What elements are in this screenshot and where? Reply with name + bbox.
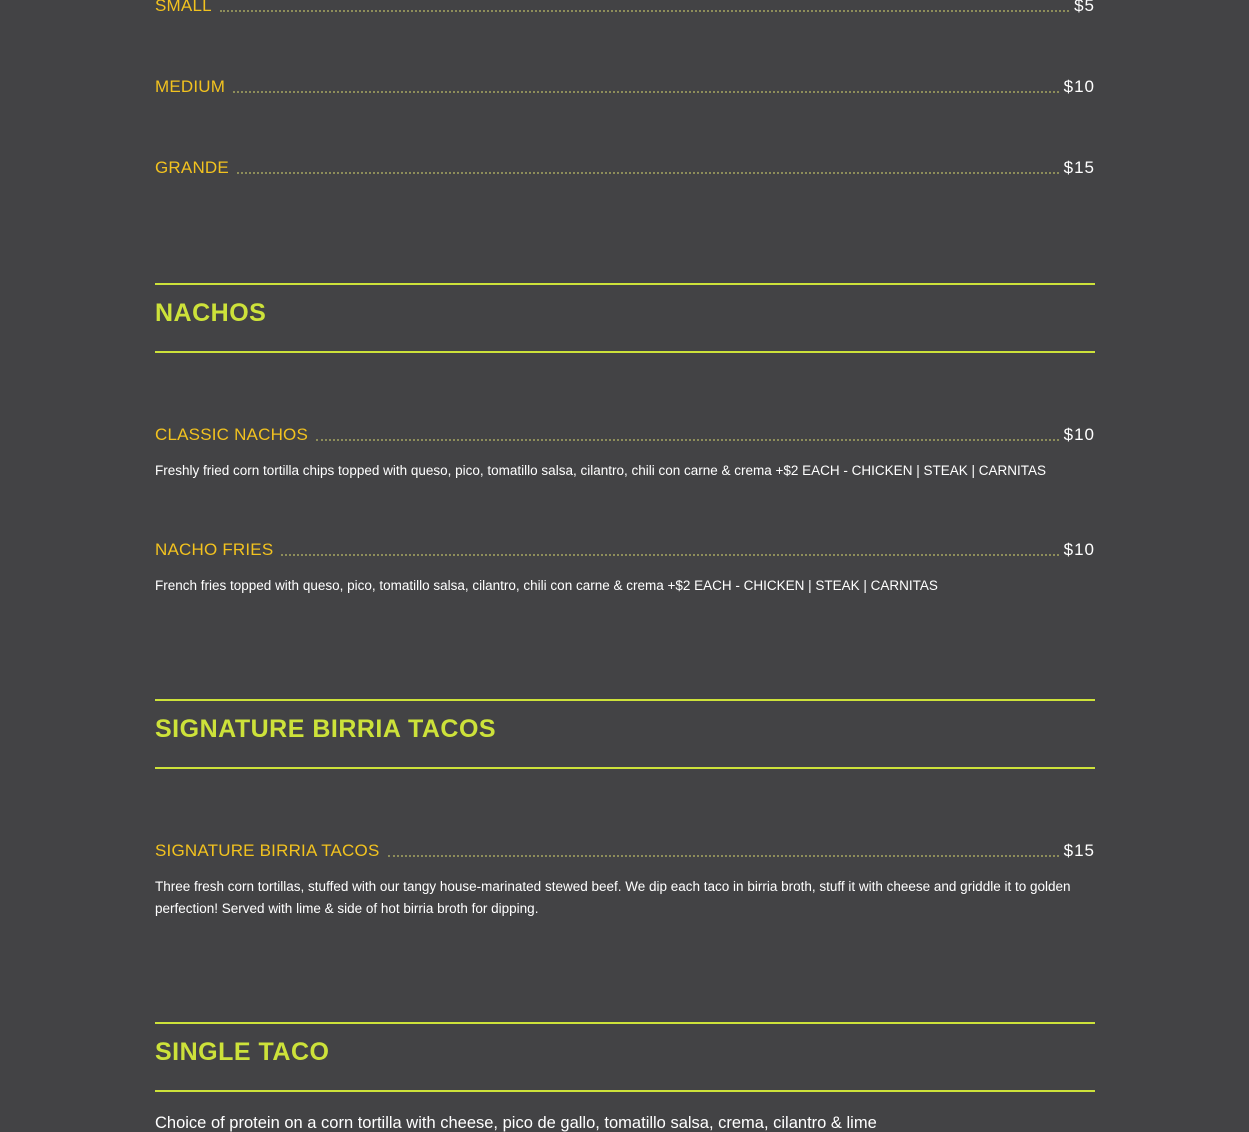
dotted-leader bbox=[281, 554, 1058, 556]
section-rule-bottom bbox=[155, 351, 1095, 353]
dotted-leader bbox=[316, 439, 1059, 441]
item-name: CLASSIC NACHOS bbox=[155, 425, 309, 444]
item-name: MEDIUM bbox=[155, 77, 226, 96]
menu-item-signature-birria-tacos bbox=[155, 837, 1095, 861]
item-price: $10 bbox=[1063, 540, 1095, 559]
item-name: SIGNATURE BIRRIA TACOS bbox=[155, 841, 380, 860]
menu-item-nacho-fries bbox=[155, 536, 1095, 560]
section-rule-top bbox=[155, 1022, 1095, 1024]
menu-item-grande bbox=[155, 154, 1095, 178]
item-name: GRANDE bbox=[155, 158, 229, 177]
menu-item-medium bbox=[155, 73, 1095, 97]
item-description: French fries topped with queso, pico, tomatillo salsa, cilantro, chili con carne & crema +$2 EACH - CHICKEN | STEAK | CARNITAS bbox=[155, 578, 938, 593]
dotted-leader bbox=[388, 855, 1059, 857]
menu-item-small bbox=[155, 0, 1095, 16]
item-name: NACHO FRIES bbox=[155, 540, 274, 559]
item-name: SMALL bbox=[155, 0, 212, 15]
section-note: Choice of protein on a corn tortilla with cheese, pico de gallo, tomatillo salsa, crema, cilantro & lime bbox=[155, 1114, 877, 1132]
dotted-leader bbox=[220, 10, 1069, 12]
item-description: Freshly fried corn tortilla chips topped with queso, pico, tomatillo salsa, cilantro, chili con carne & crema +$2 EACH - CHICKEN | STEAK | CARNITAS bbox=[155, 463, 1046, 478]
menu-item-classic-nachos bbox=[155, 421, 1095, 445]
dotted-leader bbox=[237, 172, 1059, 174]
item-price: $15 bbox=[1063, 158, 1095, 177]
section-rule-bottom bbox=[155, 767, 1095, 769]
item-price: $15 bbox=[1063, 841, 1095, 860]
item-price: $5 bbox=[1074, 0, 1095, 15]
section-title-nachos: NACHOS bbox=[155, 299, 267, 327]
section-title-single-taco: SINGLE TACO bbox=[155, 1038, 330, 1066]
section-rule-top bbox=[155, 283, 1095, 285]
dotted-leader bbox=[233, 91, 1058, 93]
item-price: $10 bbox=[1063, 77, 1095, 96]
item-price: $10 bbox=[1063, 425, 1095, 444]
section-rule-top bbox=[155, 699, 1095, 701]
section-title-birria: SIGNATURE BIRRIA TACOS bbox=[155, 715, 497, 743]
section-rule-bottom bbox=[155, 1090, 1095, 1092]
item-description: Three fresh corn tortillas, stuffed with our tangy house-marinated stewed beef. We dip each taco in birria broth, stuff it with cheese and griddle it to golden perfection! Served with lime & side of hot birria broth for dipping. bbox=[155, 879, 1071, 916]
